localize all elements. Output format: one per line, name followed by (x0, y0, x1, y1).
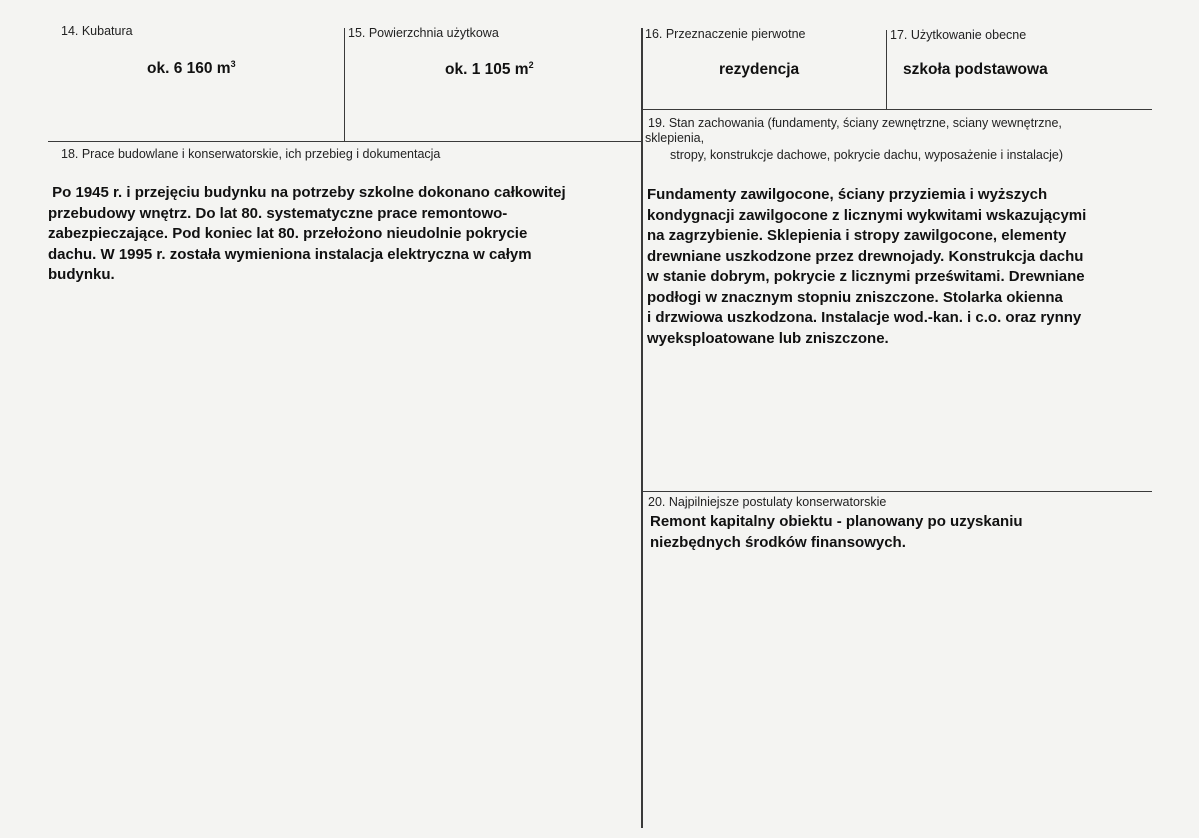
divider-h-left-top (48, 141, 642, 142)
field14-value (147, 59, 236, 78)
field14-value-text: ok. 6 160 m (147, 60, 231, 77)
field14-value-sup: 3 (230, 59, 236, 69)
field18-label: 18. Prace budowlane i konserwatorskie, ich przebieg i dokumentacja (61, 147, 441, 161)
field19-line: wyeksploatowane lub zniszczone. (647, 329, 889, 347)
field19-label-line2: sklepienia, (645, 131, 705, 145)
field15-value-text: ok. 1 105 m (445, 61, 529, 78)
divider-v-14-15 (344, 28, 345, 142)
field18-line: przebudowy wnętrz. Do lat 80. systematyczne prace remontowo- (48, 204, 508, 222)
divider-v-16-17 (886, 30, 887, 110)
divider-v-center (641, 28, 643, 828)
field17-value: szkoła podstawowa (903, 61, 1048, 78)
field15-value-sup: 2 (528, 60, 534, 70)
field16-value: rezydencja (719, 61, 800, 78)
field19-line: i drzwiowa uszkodzona. Instalacje wod.-kan. i c.o. oraz rynny (647, 309, 1082, 326)
field18-text (48, 183, 640, 286)
field15-label: 15. Powierzchnia użytkowa (348, 26, 499, 40)
field18-line: Po 1945 r. i przejęciu budynku na potrzeby szkolne dokonano całkowitej (48, 184, 566, 201)
divider-h-19-20 (642, 491, 1152, 492)
field18-line: dachu. W 1995 r. została wymieniona instalacja elektryczna w całym (48, 245, 532, 263)
field17-label: 17. Użytkowanie obecne (890, 28, 1027, 42)
field19-label-line1: 19. Stan zachowania (fundamenty, ściany zewnętrzne, sciany wewnętrzne, (648, 116, 1062, 130)
field19-line: drewniane uszkodzone przez drewnojady. Konstrukcja dachu (647, 247, 1084, 265)
field20-label: 20. Najpilniejsze postulaty konserwatorskie (648, 495, 887, 509)
field19-line: na zagrzybienie. Sklepienia i stropy zawilgocone, elementy (647, 227, 1067, 244)
field19-line: kondygnacji zawilgocone z licznymi wykwitami wskazującymi (647, 206, 1087, 224)
field19-label-line3: stropy, konstrukcje dachowe, pokrycie dachu, wyposażenie i instalacje) (670, 148, 1064, 162)
field19-text (647, 185, 1192, 349)
field18-line: zabezpieczające. Pod koniec lat 80. przełożono nieudolnie pokrycie (48, 225, 528, 242)
field14-label: 14. Kubatura (61, 24, 133, 38)
divider-h-16-17-bottom (642, 109, 1152, 110)
field15-value (445, 60, 534, 79)
field19-line: w stanie dobrym, pokrycie z licznymi prześwitami. Drewniane (647, 268, 1085, 285)
field18-line: budynku. (48, 266, 115, 283)
field20-line: Remont kapitalny obiektu - planowany po uzyskaniu (650, 513, 1023, 530)
field19-line: Fundamenty zawilgocone, ściany przyziemia i wyższych (647, 186, 1048, 203)
field20-text (650, 512, 1190, 553)
field20-line: niezbędnych środków finansowych. (650, 533, 906, 551)
field16-label: 16. Przeznaczenie pierwotne (645, 27, 806, 41)
field19-line: podłogi w znacznym stopniu zniszczone. Stolarka okienna (647, 288, 1063, 306)
